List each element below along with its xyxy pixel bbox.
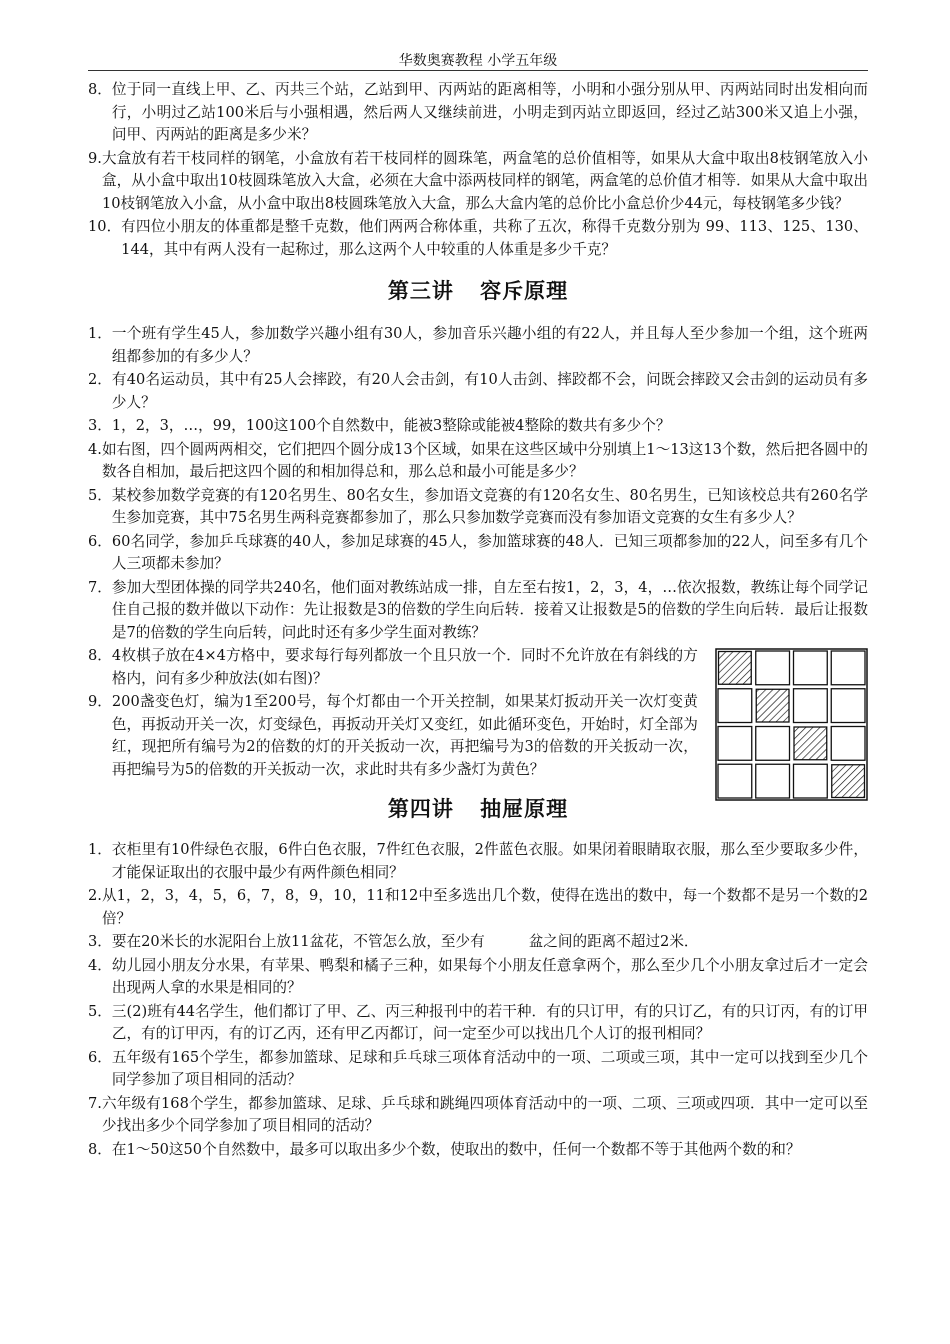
page-content — [88, 79, 868, 1162]
problem-number: 4. — [88, 440, 102, 458]
problem-number: 9． — [88, 693, 112, 710]
problem-item — [88, 1001, 868, 1046]
problem-text: 五年级有165个学生，都参加篮球、足球和乒乓球三项体育活动中的一项、二项或三项，其中一定可以找到至少几个同学参加了项目相同的活动？ — [111, 1048, 868, 1088]
problem-number: 2． — [88, 371, 112, 388]
problem-item — [88, 955, 868, 1000]
problem-item — [88, 1047, 868, 1092]
problem-text — [112, 931, 868, 954]
grid-cell — [794, 764, 828, 798]
hatched-cell — [832, 765, 865, 798]
grid-cell — [756, 764, 790, 798]
grid-cell — [831, 689, 865, 723]
problem-text-part-b: 盆之间的距离不超过2米． — [528, 933, 699, 950]
problem-item — [88, 839, 868, 884]
problem-text: 参加大型团体操的同学共240名，他们面对教练站成一排，自左至右按1，2，3，4，…依次报数，教练让每个同学记住自己报的数并做以下动作：先让报数是3的倍数的学生向后转．接着又让报数是5的倍数的学生向后转．最后让报数是7的倍数的学生向后转，问此时还有多少学生面对教练？ — [111, 578, 868, 641]
problem-number: 6． — [88, 1048, 112, 1066]
problem-item — [88, 148, 868, 216]
problem-number: 10． — [88, 218, 122, 235]
problem-text: 有40名运动员，其中有25人会摔跤，有20人会击剑，有10人击剑、摔跤都不会，问既会摔跤又会击剑的运动员有多少人？ — [111, 371, 868, 411]
page-header: 华数奥赛教程 小学五年级 — [398, 53, 558, 69]
section-3-problems — [88, 323, 868, 781]
grid-cell — [831, 651, 865, 685]
problem-text: 幼儿园小朋友分水果，有苹果、鸭梨和橘子三种，如果每个小朋友任意拿两个，那么至少几个小朋友拿过后才一定会出现两人拿的水果是相同的？ — [111, 956, 868, 996]
section-title-4: 第四讲 抽屉原理 — [387, 796, 569, 821]
problem-text: 从1，2，3，4，5，6，7，8，9，10，11和12中至多选出几个数，使得在选出的数中，每一个数都不是另一个数的2倍？ — [101, 887, 868, 927]
hatched-cell — [794, 727, 827, 760]
problem-number: 5． — [88, 486, 112, 504]
problem-number: 7． — [88, 578, 112, 596]
grid-cell — [794, 651, 828, 685]
problem-item — [88, 531, 868, 576]
section-title-3: 第三讲 容斥原理 — [387, 278, 569, 303]
problem-number: 3． — [88, 933, 112, 950]
problem-item — [88, 1093, 868, 1138]
problem-item — [88, 931, 868, 954]
problem-text: 某校参加数学竞赛的有120名男生、80名女生，参加语文竞赛的有120名女生、80名男生，已知该校总共有260名学生参加竞赛，其中75名男生两科竞赛都参加了，那么只参加数学竞赛而没有参加语文竞赛的女生有多少人？ — [111, 486, 868, 526]
problem-number: 8． — [88, 1140, 112, 1158]
grid-cell — [831, 727, 865, 761]
section-4-problems — [88, 839, 868, 1161]
hatched-cell — [756, 689, 789, 722]
problem-text: 三(2)班有44名学生，他们都订了甲、乙、丙三种报刊中的若干种．有的只订甲，有的只订乙，有的只订丙，有的订甲乙，有的订甲丙，有的订乙丙，还有甲乙丙都订，问一定至少可以找出几个人订的报刊相同？ — [111, 1002, 868, 1042]
grid-cell — [718, 727, 752, 761]
problem-text: 4枚棋子放在4×4方格中，要求每行每列都放一个且只放一个．同时不允许放在有斜线的方格内，问有多少种放法(如右图)？ — [111, 647, 698, 687]
header-divider — [88, 70, 868, 71]
problem-item — [88, 369, 868, 414]
grid-cell — [718, 689, 752, 723]
grid-problems-area — [88, 645, 868, 781]
problem-number: 3． — [88, 417, 112, 434]
problem-number: 7. — [88, 1094, 102, 1112]
problem-text: 大盒放有若干枝同样的钢笔，小盒放有若干枝同样的圆珠笔，两盒笔的总价值相等，如果从大盒中取出8枝钢笔放入小盒，从小盒中取出10枝圆珠笔放入大盒，必须在大盒中添两枝同样的钢笔，两盒笔的总价值才相等．如果从大盒中取出10枝钢笔放入小盒，从小盒中取出8枝圆珠笔放入大盒，那么大盒内笔的总价比小盒总价少44元，每枝钢笔多少钱？ — [101, 149, 868, 212]
problem-number: 6． — [88, 532, 112, 550]
problem-item — [88, 1139, 868, 1162]
prelude-problems — [88, 79, 868, 261]
problem-text: 位于同一直线上甲、乙、丙共三个站，乙站到甲、丙两站的距离相等，小明和小强分别从甲、丙两站同时出发相向而行，小明过乙站100米后与小强相遇，然后两人又继续前进，小明走到丙站立即返回，经过乙站300米又追上小强，问甲、丙两站的距离是多少米？ — [111, 81, 868, 143]
problem-item — [88, 323, 868, 368]
problem-number: 4． — [88, 956, 112, 974]
problem-number: 8． — [88, 647, 112, 664]
problem-number: 9. — [88, 149, 102, 167]
problem-number: 1． — [88, 325, 112, 342]
problem-number: 5． — [88, 1002, 112, 1020]
problem-item — [88, 485, 868, 530]
grid-cell — [794, 689, 828, 723]
problem-text: 1，2，3，…，99，100这100个自然数中，能被3整除或能被4整除的数共有多少个？ — [111, 417, 671, 434]
problem-item — [88, 216, 868, 261]
problem-text-part-a: 要在20米长的水泥阳台上放11盆花，不管怎么放，至少有 — [111, 933, 485, 950]
grid-cell — [718, 764, 752, 798]
problem-number: 2. — [88, 887, 102, 904]
problem-text: 六年级有168个学生，都参加篮球、足球、乒乓球和跳绳四项体育活动中的一项、二项、三项或四项．其中一定可以至少找出多少个同学参加了项目相同的活动？ — [101, 1094, 868, 1134]
problem-text: 一个班有学生45人，参加数学兴趣小组有30人，参加音乐兴趣小组的有22人，并且每人至少参加一个组，这个班两组都参加的有多少人？ — [111, 325, 868, 365]
problem-text: 200盏变色灯，编为1至200号，每个灯都由一个开关控制，如果某灯扳动开关一次灯变黄色，再扳动开关一次，灯变绿色，再扳动开关灯又变红，如此循环变色，开始时，灯全部为红，现把所有编号为2的倍数的灯的开关扳动一次，再把编号为3的倍数的开关扳动一次，再把编号为5的倍数的开关扳动一次，求此时共有多少盏灯为黄色？ — [111, 693, 698, 778]
problem-number: 1． — [88, 841, 112, 858]
problem-text: 60名同学，参加乒乓球赛的40人，参加足球赛的45人，参加篮球赛的48人．已知三项都参加的22人，问至多有几个人三项都未参加？ — [111, 532, 868, 572]
problem-text: 有四位小朋友的体重都是整千克数，他们两两合称体重，共称了五次，称得千克数分别为 99、113、125、130、144，其中有两人没有一起称过，那么这两个人中较重的人体重是多少千克？ — [121, 218, 868, 258]
hatched-cell — [719, 652, 752, 685]
problem-item — [88, 79, 868, 147]
problem-number: 8． — [88, 81, 112, 98]
problem-item — [88, 577, 868, 645]
hatched-grid-figure — [715, 648, 868, 801]
problem-item — [88, 885, 868, 930]
problem-item — [88, 415, 868, 438]
problem-text: 如右图，四个圆两两相交，它们把四个圆分成13个区域，如果在这些区域中分别填上1～13这13个数，然后把各圆中的数各自相加，最后把这四个圆的和相加得总和，那么总和最小可能是多少？ — [101, 440, 868, 480]
grid-cell — [756, 727, 790, 761]
problem-text: 在1～50这50个自然数中，最多可以取出多少个数，使取出的数中，任何一个数都不等于其他两个数的和？ — [111, 1140, 801, 1158]
grid-cell — [756, 651, 790, 685]
problem-item — [88, 439, 868, 484]
problem-text: 衣柜里有10件绿色衣服，6件白色衣服，7件红色衣服，2件蓝色衣服。如果闭着眼睛取衣服，那么至少要取多少件，才能保证取出的衣服中最少有两件颜色相同？ — [111, 841, 868, 881]
